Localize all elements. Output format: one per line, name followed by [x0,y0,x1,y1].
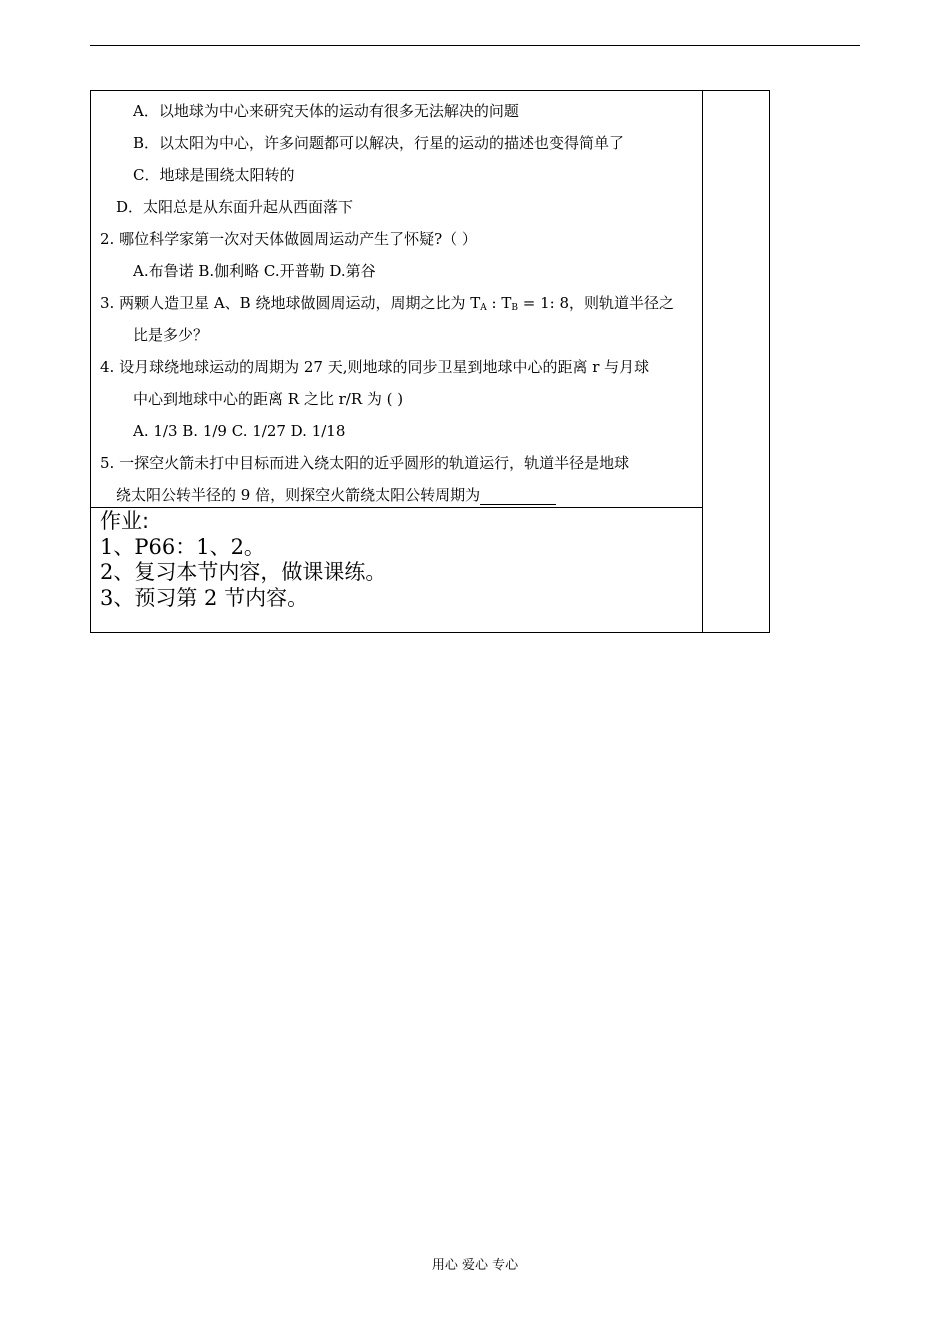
q1-option-c: C．地球是围绕太阳转的 [133,166,295,184]
q1-option-a: A．以地球为中心来研究天体的运动有很多无法解决的问题 [133,102,519,120]
page-footer: 用心 爱心 专心 [431,1258,519,1273]
q5-line-1: 5. 一探空火箭未打中目标而进入绕太阳的近乎圆形的轨道运行，轨道半径是地球 [100,454,630,472]
q2-options: A.布鲁诺 B.伽利略 C.开普勒 D.第谷 [133,262,376,280]
table-column-divider [702,91,703,632]
homework-title: 作业: [100,509,150,533]
q5-line-2-text: 绕太阳公转半径的 9 倍，则探空火箭绕太阳公转周期为 [116,486,481,504]
q3-line-1 [100,293,674,318]
q3-subscript-a: A [480,303,487,313]
q3-text-2: : T [486,294,512,312]
q3-line-2: 比是多少？ [133,326,209,344]
header-rule [90,45,860,46]
homework-item-2: 2、复习本节内容，做课课练。 [100,560,387,584]
q3-text-3: = 1: 8，则轨道半径之 [517,294,674,312]
q3-subscript-b: B [511,303,518,313]
q4-options: A. 1/3 B. 1/9 C. 1/27 D. 1/18 [133,422,346,440]
q1-option-d: D．太阳总是从东面升起从西面落下 [116,198,354,216]
q4-line-1: 4. 设月球绕地球运动的周期为 27 天,则地球的同步卫星到地球中心的距离 r 与月球 [100,358,650,376]
content-table [90,90,770,633]
q3-text-1: 3. 两颗人造卫星 A、B 绕地球做圆周运动，周期之比为 T [100,294,481,312]
q4-line-2: 中心到地球中心的距离 R 之比 r/R 为 ( ) [133,390,404,408]
q5-line-2 [116,485,556,505]
q5-answer-blank [480,488,556,505]
homework-item-3: 3、预习第 2 节内容。 [100,586,309,610]
table-row-divider [91,507,702,508]
homework-item-1: 1、P66：1、2。 [100,535,265,559]
q2-stem: 2. 哪位科学家第一次对天体做圆周运动产生了怀疑?（ ） [100,230,477,248]
q1-option-b: B．以太阳为中心，许多问题都可以解决，行星的运动的描述也变得简单了 [133,134,625,152]
